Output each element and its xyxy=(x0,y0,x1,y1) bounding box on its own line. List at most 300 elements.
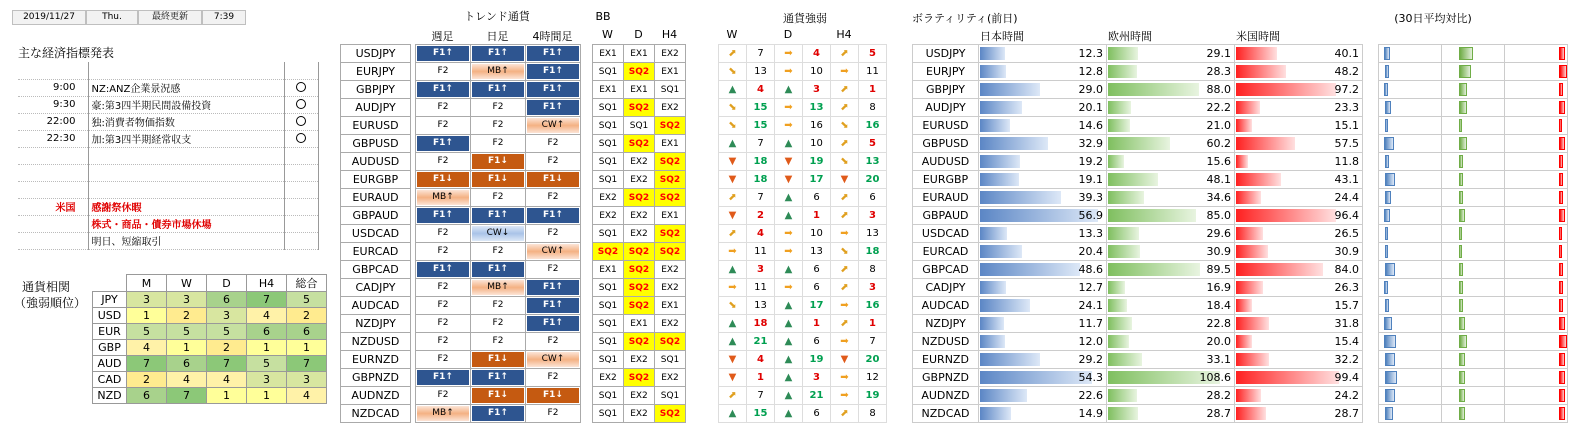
vol-bar xyxy=(1236,173,1281,186)
vol-bar xyxy=(980,245,1022,258)
event-desc: 明日、短縮取引 xyxy=(88,232,284,249)
vol-bar-cell xyxy=(1107,153,1235,171)
strength-row xyxy=(719,225,887,243)
strength-value: 5 xyxy=(859,45,887,63)
corr-rank: 5 xyxy=(247,356,287,372)
event-time xyxy=(18,147,88,164)
avg-bar xyxy=(1385,191,1391,204)
vol-value: 48.2 xyxy=(1334,65,1359,78)
vol-value: 20.4 xyxy=(1078,245,1103,258)
avg-bar xyxy=(1385,245,1388,258)
vol-bar xyxy=(1236,389,1261,402)
corr-rank: 6 xyxy=(247,324,287,340)
corr-ccy: CAD xyxy=(93,372,127,388)
pair-label: GBPNZD xyxy=(341,369,411,387)
importance-icon xyxy=(284,96,318,113)
avg-cell xyxy=(1442,387,1505,405)
arrow-up-right-icon: ⬈ xyxy=(831,189,859,207)
trend-badge: CW↑ xyxy=(527,244,579,259)
vol-bar-cell xyxy=(979,207,1107,225)
avg-bar xyxy=(1559,281,1563,294)
vol-value: 24.2 xyxy=(1334,389,1359,402)
vol-bar xyxy=(1236,227,1263,240)
avg-bar xyxy=(1559,119,1562,132)
vol-bar xyxy=(1108,389,1137,402)
avg-row xyxy=(1379,333,1568,351)
event-time: 米国 xyxy=(18,198,88,215)
arrow-up-icon: ▲ xyxy=(719,135,747,153)
trend-badge: CW↑ xyxy=(527,118,579,133)
strength-value: 12 xyxy=(859,369,887,387)
vol-bar-cell xyxy=(979,315,1107,333)
avg-cell xyxy=(1379,405,1442,423)
vol-value: 32.9 xyxy=(1078,137,1103,150)
corr-header: 総合 xyxy=(287,275,327,292)
avg-cell xyxy=(1379,117,1442,135)
vol-bar-cell xyxy=(1235,63,1363,81)
trend-badge: F1↑ xyxy=(527,82,579,97)
trend-badge: F2 xyxy=(417,154,469,169)
corr-rank: 1 xyxy=(287,340,327,356)
strength-row xyxy=(719,243,887,261)
corr-rank: 7 xyxy=(247,292,287,308)
avg-cell xyxy=(1505,99,1568,117)
circle-icon xyxy=(296,116,306,126)
avg-bar xyxy=(1559,65,1567,78)
bb-cell: EX2 xyxy=(624,171,655,189)
avg-cell xyxy=(1379,351,1442,369)
vol-value: 16.9 xyxy=(1206,281,1231,294)
avg-row xyxy=(1379,99,1568,117)
vol-bar xyxy=(1108,137,1170,150)
strength-value: 8 xyxy=(859,99,887,117)
avg-bar xyxy=(1559,227,1562,240)
vol-bar-cell xyxy=(1107,117,1235,135)
date-cell: 2019/11/27 xyxy=(12,10,86,25)
vol-bar-cell xyxy=(979,135,1107,153)
bb-cell: SQ2 xyxy=(593,243,624,261)
strength-value: 7 xyxy=(747,387,775,405)
pair-label: EURGBP xyxy=(341,171,411,189)
avg-bar xyxy=(1459,47,1473,60)
volatility-row xyxy=(913,279,1363,297)
strength-value: 1 xyxy=(747,369,775,387)
vol-bar xyxy=(1108,83,1199,96)
vol-bar-cell xyxy=(1107,45,1235,63)
vol-value: 15.4 xyxy=(1334,335,1359,348)
avg-bar xyxy=(1459,173,1463,186)
vol-bar-cell xyxy=(1107,351,1235,369)
arrow-up-right-icon: ⬈ xyxy=(719,387,747,405)
arrow-right-icon: ➡ xyxy=(775,117,803,135)
vol-hdr-jp: 日本時間 xyxy=(980,30,1024,43)
strength-value: 4 xyxy=(747,81,775,99)
arrow-up-icon: ▲ xyxy=(719,315,747,333)
volatility-row xyxy=(913,153,1363,171)
strength-value: 18 xyxy=(747,171,775,189)
bb-cell: EX2 xyxy=(655,279,686,297)
avg-cell xyxy=(1442,135,1505,153)
volatility-title: ボラティリティ(前日) xyxy=(912,12,1018,25)
vol-value: 99.4 xyxy=(1334,371,1359,384)
corr-rank: 1 xyxy=(127,308,167,324)
avg-bar xyxy=(1559,263,1563,276)
avg-cell xyxy=(1505,117,1568,135)
trend-badge: F2 xyxy=(527,226,579,241)
avg-bar xyxy=(1459,263,1463,276)
vol-bar xyxy=(1236,83,1336,96)
vol-bar xyxy=(1108,245,1140,258)
trend-row xyxy=(416,135,581,153)
vol-bar xyxy=(980,155,1020,168)
trend-badge: F2 xyxy=(417,352,469,367)
bb-row xyxy=(593,135,686,153)
event-row xyxy=(18,79,318,96)
avg-bar xyxy=(1559,47,1565,60)
event-row xyxy=(18,164,318,181)
avg-cell xyxy=(1442,369,1505,387)
arrow-right-icon: ➡ xyxy=(775,63,803,81)
arrow-up-right-icon: ⬈ xyxy=(719,189,747,207)
arrow-up-icon: ▲ xyxy=(719,333,747,351)
trend-badge: F2 xyxy=(472,136,524,151)
arrow-up-right-icon: ⬈ xyxy=(719,225,747,243)
vol-value: 12.7 xyxy=(1078,281,1103,294)
trend-badge: F1↑ xyxy=(417,370,469,385)
vol-bar-cell xyxy=(979,279,1107,297)
avg-bar xyxy=(1559,209,1565,222)
strength-value: 1 xyxy=(803,207,831,225)
avg-cell xyxy=(1442,207,1505,225)
event-desc xyxy=(88,147,284,164)
arrow-down-icon: ▼ xyxy=(719,369,747,387)
arrow-down-icon: ▼ xyxy=(775,171,803,189)
corr-ccy: JPY xyxy=(93,292,127,308)
bb-cell: SQ1 xyxy=(655,387,686,405)
corr-rank: 7 xyxy=(287,356,327,372)
arrow-up-icon: ▲ xyxy=(775,387,803,405)
vol-bar-cell xyxy=(1107,297,1235,315)
trend-row xyxy=(416,333,581,351)
strength-value: 3 xyxy=(803,81,831,99)
avg-cell xyxy=(1442,261,1505,279)
avg-bar xyxy=(1559,191,1563,204)
strength-value: 11 xyxy=(747,243,775,261)
trend-badge: F2 xyxy=(472,190,524,205)
vol-bar-cell xyxy=(979,189,1107,207)
trend-row xyxy=(416,279,581,297)
avg-bar xyxy=(1459,299,1463,312)
corr-header: D xyxy=(207,275,247,292)
avg-cell xyxy=(1442,153,1505,171)
corr-ccy: GBP xyxy=(93,340,127,356)
avg-bar xyxy=(1385,227,1388,240)
volatility-row xyxy=(913,117,1363,135)
trend-badge: F2 xyxy=(527,370,579,385)
strength-value: 17 xyxy=(803,171,831,189)
event-row xyxy=(18,215,318,232)
pair-label: NZDUSD xyxy=(341,333,411,351)
trend-badge: F1↑ xyxy=(472,46,524,61)
avg-bar xyxy=(1459,281,1463,294)
avg-cell xyxy=(1442,351,1505,369)
trend-badge: F2 xyxy=(417,244,469,259)
avg-bar xyxy=(1459,155,1463,168)
event-time xyxy=(18,62,88,79)
vol-value: 48.6 xyxy=(1078,263,1103,276)
bb-cell: EX2 xyxy=(655,315,686,333)
vol-bar xyxy=(1236,155,1248,168)
strength-value: 4 xyxy=(747,351,775,369)
avg-cell xyxy=(1379,243,1442,261)
avg-row xyxy=(1379,207,1568,225)
bb-cell: SQ1 xyxy=(593,387,624,405)
strength-row xyxy=(719,261,887,279)
event-row xyxy=(18,96,318,113)
strength-row xyxy=(719,45,887,63)
bb-cell: SQ1 xyxy=(624,117,655,135)
arrow-down-right-icon: ⬊ xyxy=(831,153,859,171)
vol-value: 108.6 xyxy=(1199,371,1231,384)
vol-bar-cell xyxy=(1235,117,1363,135)
trend-row xyxy=(416,63,581,81)
bb-row xyxy=(593,315,686,333)
avg-row xyxy=(1379,387,1568,405)
event-row xyxy=(18,130,318,147)
vol-bar-cell xyxy=(1235,153,1363,171)
corr-rank: 4 xyxy=(207,372,247,388)
arrow-up-right-icon: ⬈ xyxy=(719,45,747,63)
corr-rank: 1 xyxy=(207,388,247,404)
trend-row xyxy=(416,225,581,243)
vol-value: 11.7 xyxy=(1078,317,1103,330)
avg-cell xyxy=(1442,279,1505,297)
vol-bar xyxy=(1108,173,1158,186)
avg-row xyxy=(1379,369,1568,387)
strength-row xyxy=(719,117,887,135)
avg-cell xyxy=(1505,333,1568,351)
vol-value: 14.6 xyxy=(1078,119,1103,132)
vol-bar-cell xyxy=(1235,207,1363,225)
vol-bar-cell xyxy=(1235,315,1363,333)
avg-bar xyxy=(1459,119,1462,132)
avg-bar xyxy=(1384,317,1392,330)
trend-badge: F2 xyxy=(417,226,469,241)
vol-bar xyxy=(1236,281,1263,294)
corr-rank: 2 xyxy=(207,340,247,356)
trend-badge: F1↑ xyxy=(472,82,524,97)
event-time xyxy=(18,232,88,249)
vol-value: 85.0 xyxy=(1206,209,1231,222)
vol-value: 97.2 xyxy=(1334,83,1359,96)
bb-cell: SQ2 xyxy=(655,171,686,189)
avg-row xyxy=(1379,297,1568,315)
avg-row xyxy=(1379,117,1568,135)
vol-pair-label: USDCAD xyxy=(913,225,979,243)
avg-bar xyxy=(1384,335,1396,348)
event-desc xyxy=(88,62,284,79)
corr-rank: 3 xyxy=(167,292,207,308)
avg-bar xyxy=(1559,299,1563,312)
vol-value: 28.3 xyxy=(1206,65,1231,78)
vol-value: 43.1 xyxy=(1334,173,1359,186)
event-row xyxy=(18,232,318,249)
trend-badge: F1↓ xyxy=(472,352,524,367)
corr-rank: 2 xyxy=(287,308,327,324)
vol-bar-cell xyxy=(1107,99,1235,117)
avg-bar xyxy=(1459,353,1465,366)
arrow-up-right-icon: ⬈ xyxy=(831,405,859,423)
avg-bar xyxy=(1385,101,1391,114)
arrow-up-right-icon: ⬈ xyxy=(831,135,859,153)
corr-rank: 4 xyxy=(247,308,287,324)
vol-value: 11.8 xyxy=(1334,155,1359,168)
corr-row xyxy=(93,356,327,372)
strength-value: 18 xyxy=(747,315,775,333)
trend-badge: F1↑ xyxy=(417,82,469,97)
vol-pair-label: CADJPY xyxy=(913,279,979,297)
avg-cell xyxy=(1505,369,1568,387)
vol-value: 12.0 xyxy=(1078,335,1103,348)
circle-icon xyxy=(296,133,306,143)
trend-badge: F2 xyxy=(417,100,469,115)
arrow-right-icon: ➡ xyxy=(831,297,859,315)
importance-icon xyxy=(284,198,318,215)
trend-badge: F2 xyxy=(472,118,524,133)
vol-pair-label: EURNZD xyxy=(913,351,979,369)
bb-cell: SQ2 xyxy=(655,333,686,351)
arrow-up-icon: ▲ xyxy=(775,297,803,315)
event-desc: NZ:ANZ企業景況感 xyxy=(88,79,284,96)
event-desc xyxy=(88,181,284,198)
vol-bar xyxy=(1236,65,1286,78)
corr-rank: 5 xyxy=(207,324,247,340)
bb-cell: SQ1 xyxy=(593,99,624,117)
avg-row xyxy=(1379,135,1568,153)
strength-hdr-w: W xyxy=(726,28,738,41)
vol-bar xyxy=(980,191,1061,204)
event-time xyxy=(18,164,88,181)
bb-cell: SQ2 xyxy=(624,369,655,387)
arrow-down-right-icon: ⬊ xyxy=(831,243,859,261)
strength-value: 19 xyxy=(803,153,831,171)
bb-cell: EX2 xyxy=(655,369,686,387)
trend-badge: F2 xyxy=(417,316,469,331)
vol-bar xyxy=(1236,137,1295,150)
strength-value: 1 xyxy=(859,315,887,333)
strength-value: 6 xyxy=(803,261,831,279)
vol-bar xyxy=(1108,227,1139,240)
corr-header: M xyxy=(127,275,167,292)
arrow-down-icon: ▼ xyxy=(831,351,859,369)
volatility-row xyxy=(913,99,1363,117)
volatility-row xyxy=(913,207,1363,225)
strength-value: 15 xyxy=(747,117,775,135)
strength-value: 10 xyxy=(803,135,831,153)
strength-value: 19 xyxy=(803,351,831,369)
vol-pair-label: NZDCAD xyxy=(913,405,979,423)
volatility-row xyxy=(913,45,1363,63)
vol-bar-cell xyxy=(1107,81,1235,99)
trend-title: トレンド通貨 xyxy=(464,10,530,23)
bb-cell: SQ1 xyxy=(593,171,624,189)
vol-bar xyxy=(980,137,1048,150)
bb-cell: SQ2 xyxy=(624,297,655,315)
arrow-down-icon: ▼ xyxy=(831,171,859,189)
trend-badge: MB↑ xyxy=(472,64,524,79)
event-row xyxy=(18,198,318,215)
avg-cell xyxy=(1379,135,1442,153)
event-desc: 株式・商品・債券市場休場 xyxy=(88,215,284,232)
corr-rank: 1 xyxy=(167,340,207,356)
vol-bar-cell xyxy=(1235,189,1363,207)
strength-row xyxy=(719,405,887,423)
updated-label: 最終更新 xyxy=(138,10,202,25)
vol-bar-cell xyxy=(1235,261,1363,279)
avg-bar xyxy=(1385,119,1388,132)
vol-value: 34.6 xyxy=(1206,191,1231,204)
importance-icon xyxy=(284,62,318,79)
arrow-right-icon: ➡ xyxy=(719,243,747,261)
vol-value: 29.1 xyxy=(1206,47,1231,60)
pair-label: EURNZD xyxy=(341,351,411,369)
corr-ccy: EUR xyxy=(93,324,127,340)
vol-bar xyxy=(980,263,1080,276)
strength-value: 10 xyxy=(803,63,831,81)
vol-bar-cell xyxy=(1107,189,1235,207)
vol-bar xyxy=(1236,263,1323,276)
vol-bar xyxy=(1108,407,1138,420)
vol-value: 22.6 xyxy=(1078,389,1103,402)
importance-icon xyxy=(284,232,318,249)
bb-cell: EX2 xyxy=(593,207,624,225)
vol-bar xyxy=(1108,119,1130,132)
arrow-up-icon: ▲ xyxy=(719,405,747,423)
vol-value: 48.1 xyxy=(1206,173,1231,186)
vol-value: 56.9 xyxy=(1078,209,1103,222)
strength-value: 15 xyxy=(747,405,775,423)
avg-bar xyxy=(1384,83,1388,96)
arrow-up-icon: ▲ xyxy=(775,315,803,333)
trend-row xyxy=(416,45,581,63)
bb-cell: EX2 xyxy=(655,45,686,63)
vol-value: 18.4 xyxy=(1206,299,1231,312)
bb-cell: SQ2 xyxy=(624,99,655,117)
vol-value: 19.1 xyxy=(1078,173,1103,186)
avg-cell xyxy=(1505,405,1568,423)
strength-value: 8 xyxy=(859,405,887,423)
vol-value: 26.3 xyxy=(1334,281,1359,294)
arrow-up-icon: ▲ xyxy=(775,81,803,99)
pair-label: AUDNZD xyxy=(341,387,411,405)
vol-value: 22.8 xyxy=(1206,317,1231,330)
avg-row xyxy=(1379,63,1568,81)
vol-bar xyxy=(1236,371,1339,384)
bb-table xyxy=(592,44,686,423)
avg-cell xyxy=(1505,63,1568,81)
bb-cell: SQ2 xyxy=(624,333,655,351)
corr-rank: 5 xyxy=(127,324,167,340)
strength-row xyxy=(719,171,887,189)
vol-pair-label: EURAUD xyxy=(913,189,979,207)
avg-cell xyxy=(1505,279,1568,297)
volatility-row xyxy=(913,405,1363,423)
pair-label: GBPCAD xyxy=(341,261,411,279)
bb-row xyxy=(593,117,686,135)
trend-badge: F1↑ xyxy=(472,370,524,385)
bb-row xyxy=(593,297,686,315)
vol-value: 57.5 xyxy=(1334,137,1359,150)
